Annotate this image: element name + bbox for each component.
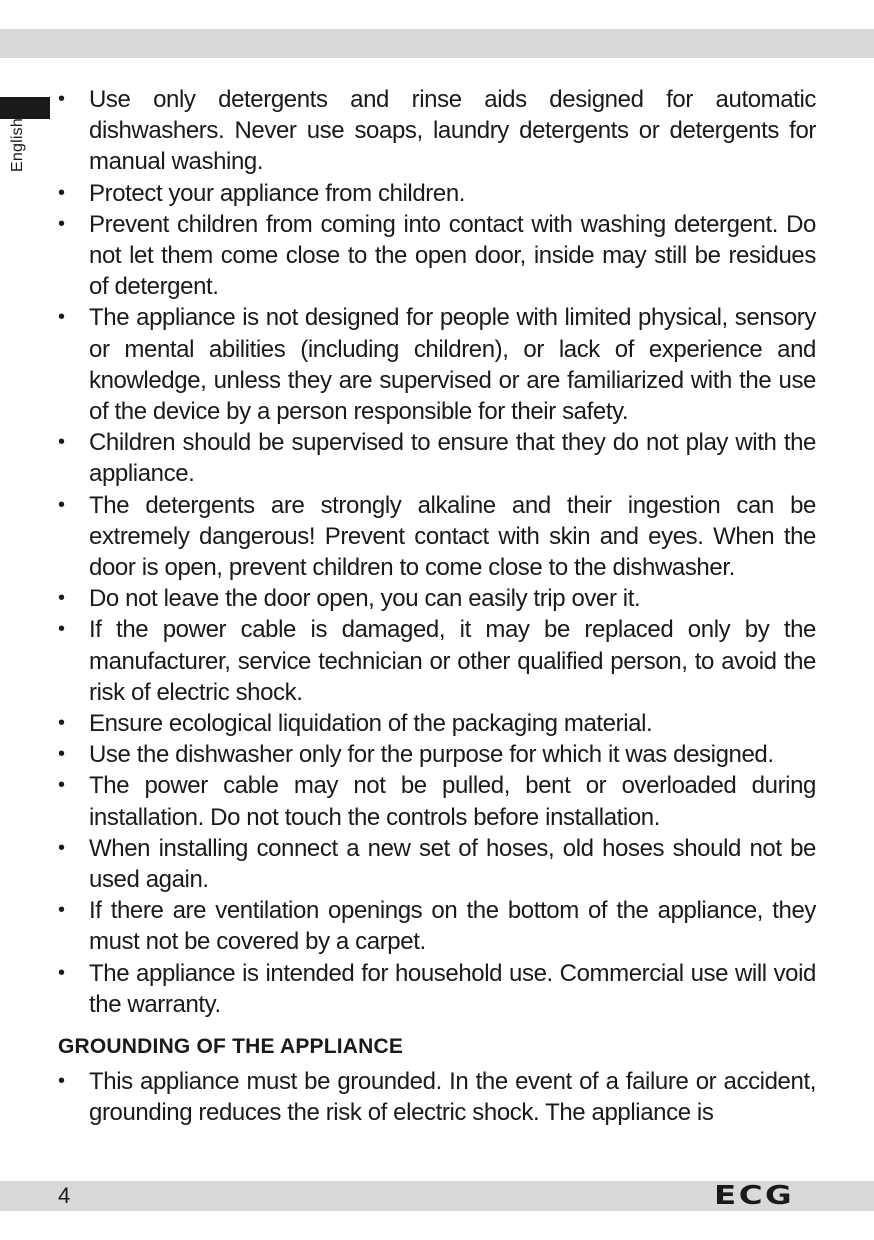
list-item: • Ensure ecological liquidation of the packaging material.	[58, 708, 816, 739]
list-item: • Use the dishwasher only for the purpose for which it was designed.	[58, 739, 816, 770]
list-item: • Use only detergents and rinse aids designed for automatic dishwashers. Never use soaps, laundry detergents or detergents for manual washing.	[58, 84, 816, 178]
page-content	[58, 84, 816, 1129]
grounding-bullet-list	[58, 1066, 816, 1128]
header-band	[0, 29, 874, 58]
list-item: • Prevent children from coming into contact with washing detergent. Do not let them come close to the open door, inside may still be residues of detergent.	[58, 209, 816, 303]
list-item: • Children should be supervised to ensure that they do not play with the appliance.	[58, 427, 816, 489]
list-item: • The appliance is not designed for people with limited physical, sensory or mental abilities (including children), or lack of experience and knowledge, unless they are supervised or are familiarized with the use of the device by a person responsible for their safety.	[58, 302, 816, 427]
list-item: • Protect your appliance from children.	[58, 178, 816, 209]
list-item: • If the power cable is damaged, it may be replaced only by the manufacturer, service technician or other qualified person, to avoid the risk of electric shock.	[58, 614, 816, 708]
language-label: English	[9, 118, 26, 172]
section-heading: GROUNDING OF THE APPLIANCE	[58, 1035, 404, 1059]
ecg-logo: ECG	[714, 1181, 795, 1211]
list-item: • When installing connect a new set of hoses, old hoses should not be used again.	[58, 833, 816, 895]
list-item: • Do not leave the door open, you can easily trip over it.	[58, 583, 816, 614]
list-item: • This appliance must be grounded. In the event of a failure or accident, grounding reduces the risk of electric shock. The appliance is	[58, 1066, 816, 1128]
list-item: • The power cable may not be pulled, bent or overloaded during installation. Do not touch the controls before installation.	[58, 770, 816, 832]
page-number: 4	[58, 1183, 71, 1208]
list-item: • The appliance is intended for household use. Commercial use will void the warranty.	[58, 958, 816, 1020]
list-item: • The detergents are strongly alkaline and their ingestion can be extremely dangerous! Prevent contact with skin and eyes. When the door is open, prevent children to come close to the dishwasher.	[58, 490, 816, 584]
list-item: • If there are ventilation openings on the bottom of the appliance, they must not be covered by a carpet.	[58, 895, 816, 957]
safety-bullet-list	[58, 84, 816, 1020]
